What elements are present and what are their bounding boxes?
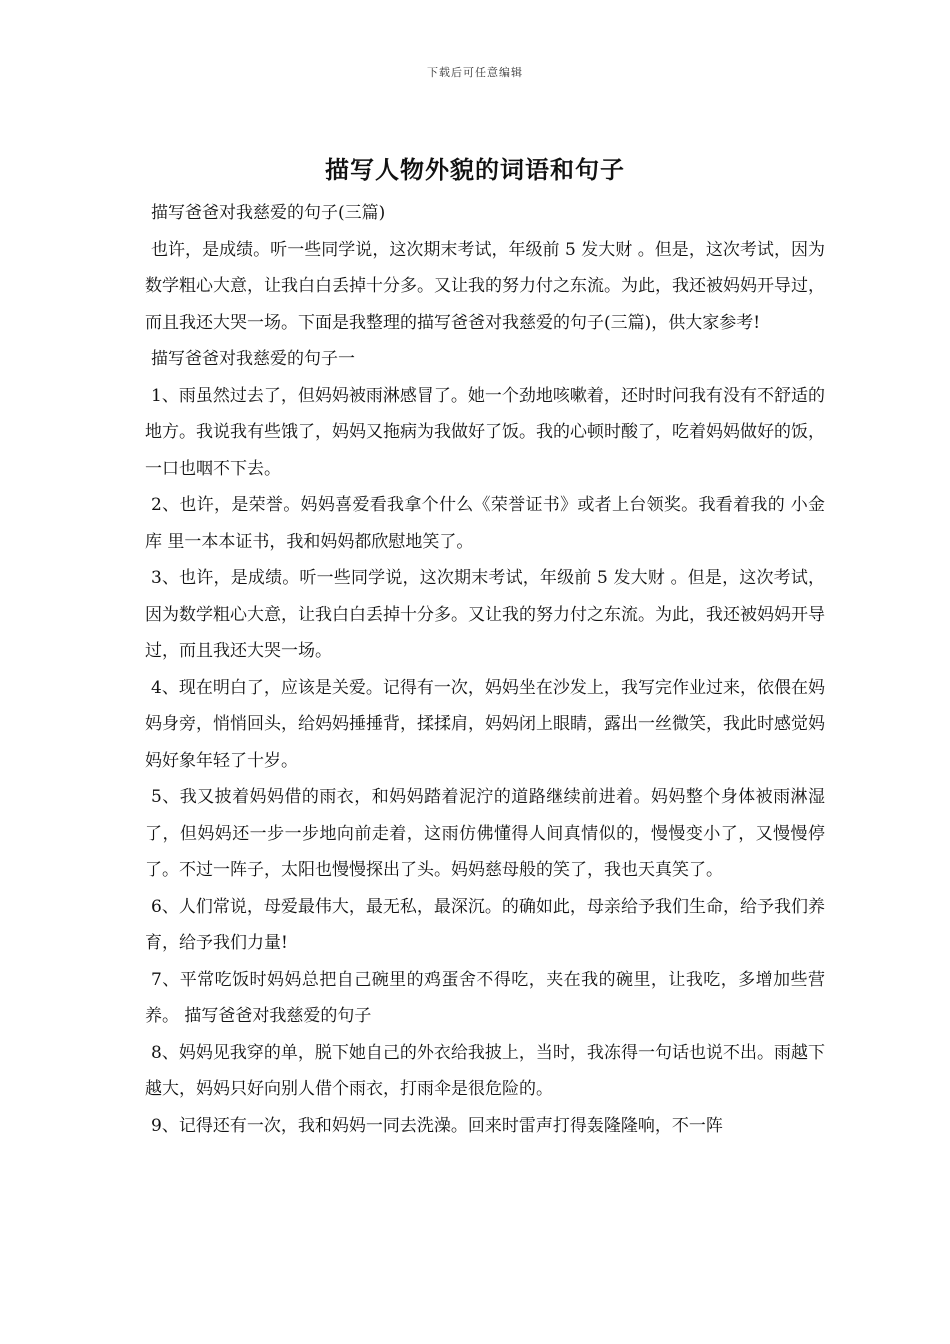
paragraph: 7、平常吃饭时妈妈总把自己碗里的鸡蛋舍不得吃，夹在我的碗里，让我吃，多增加些营养。 描写爸爸对我慈爱的句子	[145, 969, 825, 1026]
paragraph: 1、雨虽然过去了，但妈妈被雨淋感冒了。她一个劲地咳嗽着，还时时问我有没有不舒适的地方。我说我有些饿了，妈妈又拖病为我做好了饭。我的心顿时酸了，吃着妈妈做好的饭，一口也咽不下去。	[145, 385, 825, 479]
paragraph: 9、记得还有一次，我和妈妈一同去洗澡。回来时雷声打得轰隆隆响，不一阵	[151, 1115, 723, 1136]
paragraph: 2、也许，是荣誉。妈妈喜爱看我拿个什么《荣誉证书》或者上台领奖。我看着我的 小金库 里一本本证书，我和妈妈都欣慰地笑了。	[145, 495, 825, 552]
header-note: 下载后可任意编辑	[427, 66, 523, 79]
paragraph: 3、也许，是成绩。听一些同学说，这次期末考试，年级前 5 发大财 。但是，这次考试，因为数学粗心大意，让我白白丢掉十分多。又让我的努力付之东流。为此，我还被妈妈开导过，而且我还大哭一场。	[145, 568, 825, 661]
paragraph: 也许，是成绩。听一些同学说，这次期末考试，年级前 5 发大财 。但是，这次考试，因为数学粗心大意，让我白白丢掉十分多。又让我的努力付之东流。为此，我还被妈妈开导过，而且我还大哭一场。下面是我整理的描写爸爸对我慈爱的句子(三篇)，供大家参考!	[145, 239, 825, 333]
paragraph: 5、我又披着妈妈借的雨衣，和妈妈踏着泥泞的道路继续前进着。妈妈整个身体被雨淋湿了，但妈妈还一步一步地向前走着，这雨仿佛懂得人间真情似的，慢慢变小了，又慢慢停了。不过一阵子，太阳也慢慢探出了头。妈妈慈母般的笑了，我也天真笑了。	[145, 787, 825, 880]
paragraph: 描写爸爸对我慈爱的句子(三篇)	[151, 203, 386, 223]
document-body	[145, 195, 825, 1144]
paragraph: 8、妈妈见我穿的单，脱下她自己的外衣给我披上，当时，我冻得一句话也说不出。雨越下越大，妈妈只好向别人借个雨衣，打雨伞是很危险的。	[145, 1042, 825, 1099]
paragraph: 4、现在明白了，应该是关爱。记得有一次，妈妈坐在沙发上，我写完作业过来，依偎在妈妈身旁，悄悄回头，给妈妈捶捶背，揉揉肩，妈妈闭上眼睛，露出一丝微笑，我此时感觉妈妈好象年轻了十岁。	[145, 677, 825, 771]
document-title: 描写人物外貌的词语和句子	[325, 155, 625, 184]
paragraph: 描写爸爸对我慈爱的句子一	[151, 349, 355, 369]
paragraph: 6、人们常说，母爱最伟大，最无私，最深沉。的确如此，母亲给予我们生命，给予我们养育，给予我们力量!	[145, 896, 825, 953]
